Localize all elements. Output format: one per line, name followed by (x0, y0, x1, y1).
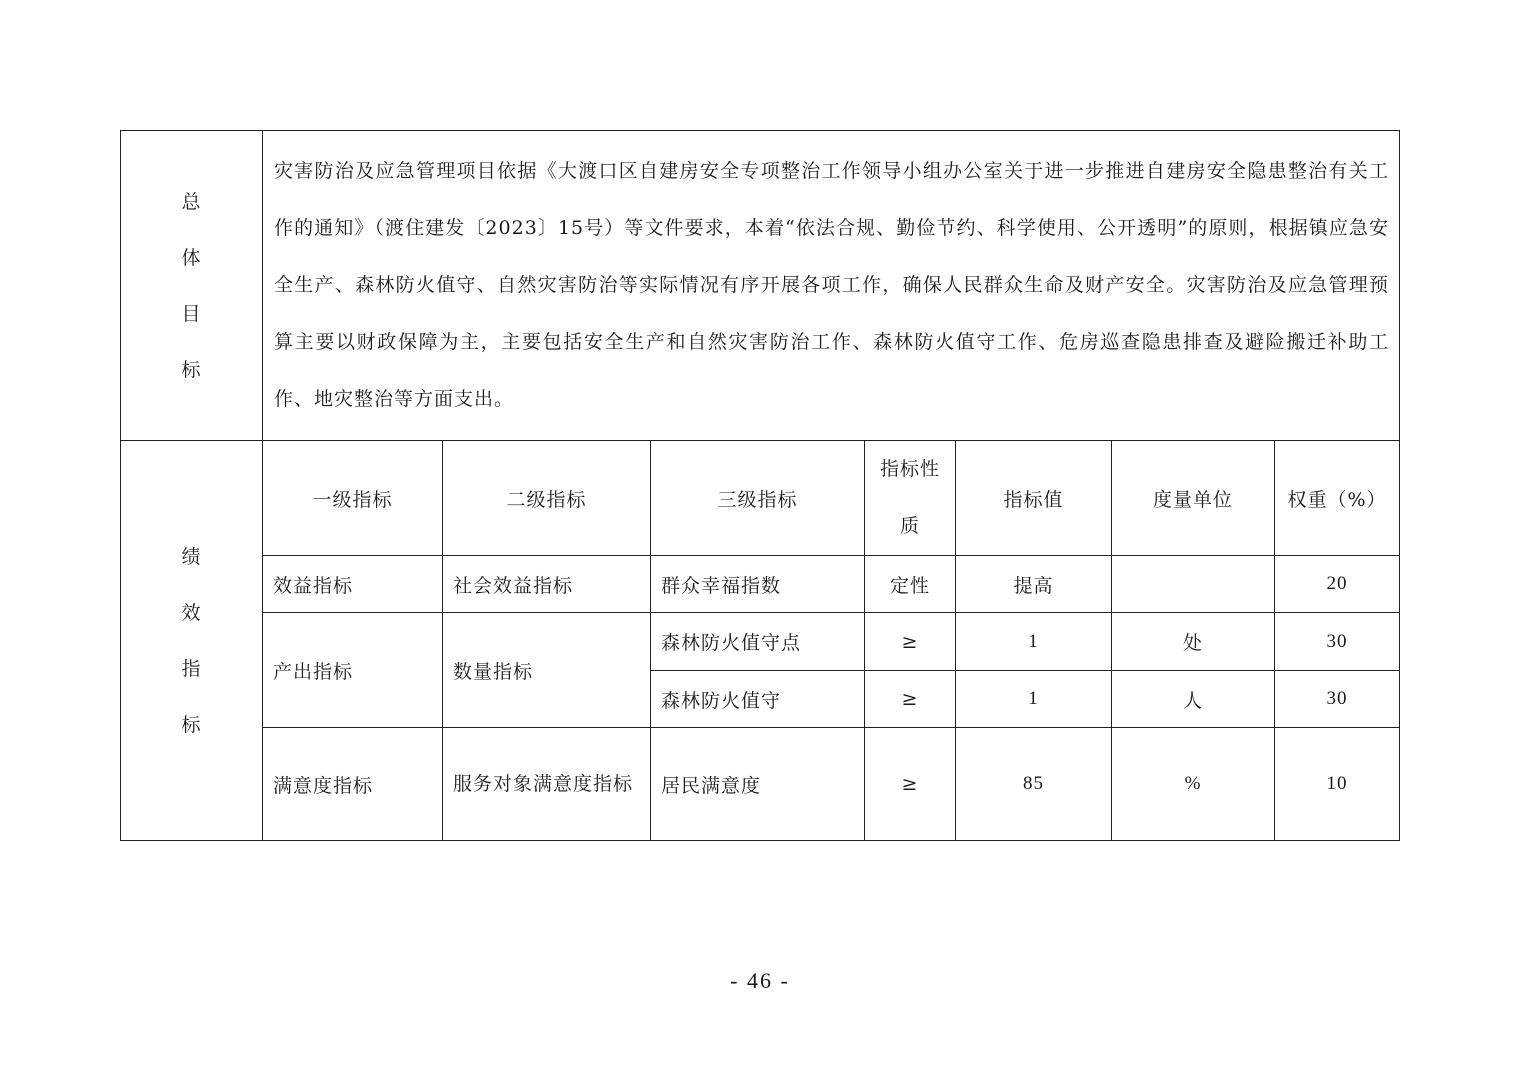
table-row (121, 728, 1400, 841)
cell-level2: 社会效益指标 (443, 556, 651, 613)
header-value: 指标值 (956, 441, 1112, 556)
cell-weight: 30 (1275, 671, 1400, 728)
cell-level2: 服务对象满意度指标 (443, 728, 651, 841)
cell-level3: 森林防火值守 (651, 671, 865, 728)
table-row (121, 556, 1400, 613)
header-level1: 一级指标 (263, 441, 443, 556)
header-level2: 二级指标 (443, 441, 651, 556)
cell-unit: 人 (1112, 671, 1275, 728)
cell-level2: 数量指标 (443, 613, 651, 728)
cell-nature: ≥ (865, 671, 956, 728)
cell-level3: 居民满意度 (651, 728, 865, 841)
cell-unit (1112, 556, 1275, 613)
cell-value: 1 (956, 613, 1112, 671)
page-number: - 46 - (730, 968, 790, 993)
overall-goal-text: 灾害防治及应急管理项目依据《大渡口区自建房安全专项整治工作领导小组办公室关于进一步推进自建房安全隐患整治有关工作的通知》（渡住建发〔2023〕15号）等文件要求，本着“依法合规、勤俭节约、科学使用、公开透明”的原则，根据镇应急安全生产、森林防火值守、自然灾害防治等实际情况有序开展各项工作，确保人民群众生命及财产安全。灾害防治及应急管理预算主要以财政保障为主，主要包括安全生产和自然灾害防治工作、森林防火值守工作、危房巡查隐患排查及避险搬迁补助工作、地灾整治等方面支出。 (263, 131, 1400, 441)
cell-unit: % (1112, 728, 1275, 841)
table-row (121, 613, 1400, 671)
header-weight: 权重（%） (1275, 441, 1400, 556)
performance-indicator-label-char: 指 (181, 657, 202, 680)
header-level3: 三级指标 (651, 441, 865, 556)
header-nature: 指标性质 (865, 441, 956, 556)
overall-goal-label (121, 131, 263, 441)
cell-weight: 30 (1275, 613, 1400, 671)
cell-nature: ≥ (865, 728, 956, 841)
overall-goal-label-char: 体 (181, 246, 202, 269)
cell-nature: ≥ (865, 613, 956, 671)
performance-indicator-label-char: 效 (181, 601, 202, 624)
overall-goal-label-char: 总 (181, 190, 202, 213)
performance-goal-table (120, 130, 1400, 841)
overall-goal-label-char: 标 (181, 358, 202, 381)
cell-value: 85 (956, 728, 1112, 841)
cell-value: 提高 (956, 556, 1112, 613)
performance-indicator-label (121, 441, 263, 841)
overall-goal-label-char: 目 (181, 302, 202, 325)
cell-level1: 效益指标 (263, 556, 443, 613)
cell-level3: 群众幸福指数 (651, 556, 865, 613)
cell-value: 1 (956, 671, 1112, 728)
performance-indicator-label-char: 绩 (181, 545, 202, 568)
cell-level3: 森林防火值守点 (651, 613, 865, 671)
cell-level1: 产出指标 (263, 613, 443, 728)
cell-unit: 处 (1112, 613, 1275, 671)
cell-weight: 10 (1275, 728, 1400, 841)
cell-level1: 满意度指标 (263, 728, 443, 841)
cell-nature: 定性 (865, 556, 956, 613)
performance-indicator-label-char: 标 (181, 713, 202, 736)
header-unit: 度量单位 (1112, 441, 1275, 556)
cell-weight: 20 (1275, 556, 1400, 613)
